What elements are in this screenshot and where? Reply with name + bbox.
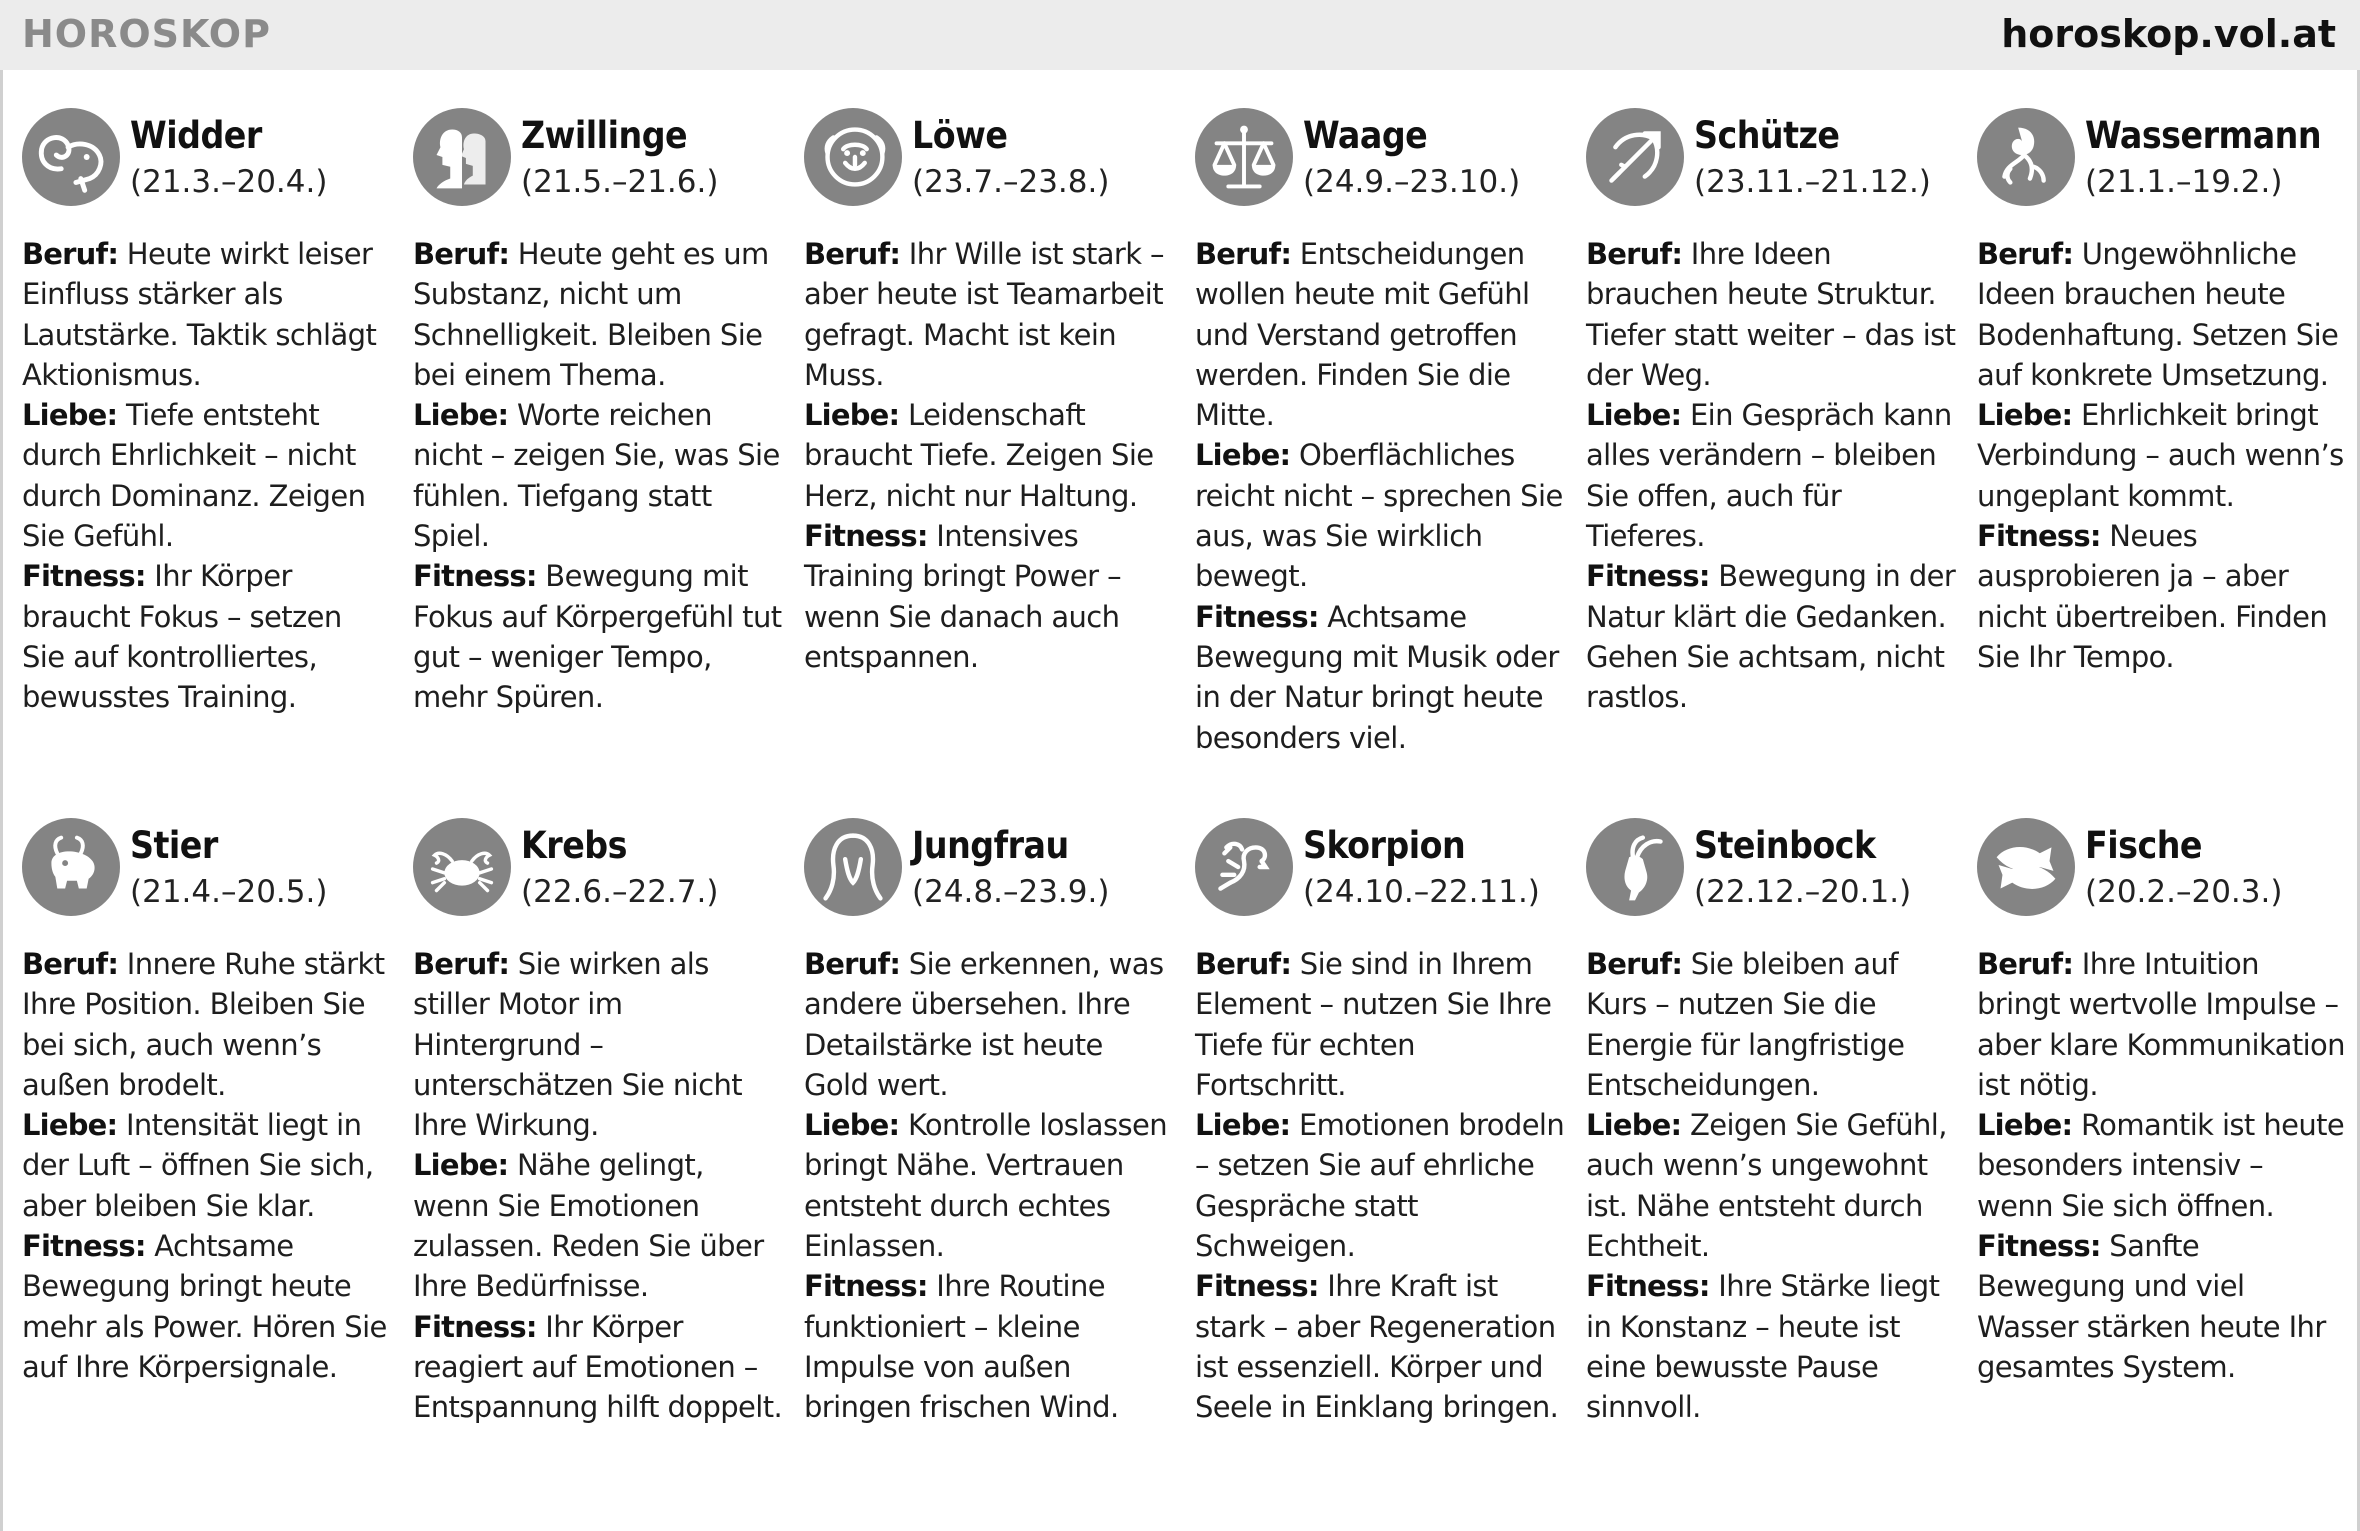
liebe-paragraph — [22, 395, 392, 556]
fitness-text: Achtsame Bewegung mit Musik oder in der Natur bringt heute besonders viel. — [1195, 599, 1559, 755]
sign-dates: (24.9.–23.10.) — [1303, 164, 1521, 200]
sign-dates: (24.8.–23.9.) — [912, 874, 1110, 910]
fitness-label: Fitness: — [804, 1269, 928, 1304]
fitness-text: Sanfte Bewegung und viel Wasser stärken heute Ihr gesamtes System. — [1977, 1229, 2326, 1384]
fitness-text: Achtsame Bewegung bringt heute mehr als Power. Hören Sie auf Ihre Körpersignale. — [22, 1229, 387, 1384]
sign-text — [22, 944, 392, 1387]
beruf-label: Beruf: — [22, 237, 119, 271]
sign-dates: (23.7.–23.8.) — [912, 164, 1110, 200]
section-title: HOROSKOP — [22, 12, 271, 56]
liebe-label: Liebe: — [413, 1148, 509, 1183]
sign-text — [22, 234, 392, 718]
fitness-paragraph — [1586, 1266, 1956, 1427]
liebe-paragraph — [804, 1105, 1174, 1266]
capricorn-goat-icon — [1586, 818, 1684, 916]
sign-krebs — [413, 818, 783, 1518]
liebe-paragraph — [804, 395, 1174, 516]
sign-dates: (21.4.–20.5.) — [130, 874, 328, 910]
sign-name: Fische — [2085, 824, 2202, 867]
sign-dates: (21.5.–21.6.) — [521, 164, 719, 200]
fitness-label: Fitness: — [1195, 1269, 1319, 1304]
beruf-label: Beruf: — [413, 237, 510, 271]
sign-name: Wassermann — [2085, 114, 2322, 157]
fitness-label: Fitness: — [413, 559, 537, 594]
fitness-text: Bewegung mit Fokus auf Körpergefühl tut gut – weniger Tempo, mehr Spüren. — [413, 559, 782, 715]
fitness-paragraph — [1977, 516, 2347, 677]
sign-name: Steinbock — [1694, 824, 1876, 867]
beruf-label: Beruf: — [804, 237, 901, 271]
liebe-paragraph — [1195, 1105, 1565, 1266]
sign-dates: (20.2.–20.3.) — [2085, 874, 2283, 910]
beruf-paragraph — [413, 234, 783, 395]
liebe-label: Liebe: — [804, 398, 900, 433]
beruf-text: Ihre Ideen brauchen heute Struktur. Tiefer statt weiter – das ist der Weg. — [1586, 237, 1956, 392]
sign-steinbock — [1586, 818, 1956, 1518]
taurus-bull-icon — [22, 818, 120, 916]
beruf-text: Sie wirken als stiller Motor im Hintergrund – unterschätzen Sie nicht Ihre Wirkung. — [413, 947, 742, 1143]
fitness-text: Bewegung in der Natur klärt die Gedanken. Gehen Sie achtsam, nicht rastlos. — [1586, 559, 1956, 715]
sign-name: Löwe — [912, 114, 1008, 157]
sagittarius-archer-icon — [1586, 108, 1684, 206]
liebe-label: Liebe: — [22, 1108, 118, 1143]
virgo-maiden-icon — [804, 818, 902, 916]
fitness-label: Fitness: — [804, 519, 928, 554]
liebe-paragraph — [1586, 1105, 1956, 1266]
fitness-label: Fitness: — [413, 1309, 537, 1344]
sign-name: Jungfrau — [912, 824, 1069, 867]
header-bar — [0, 0, 2360, 70]
fitness-paragraph — [22, 1226, 392, 1387]
sign-name: Zwillinge — [521, 114, 688, 157]
liebe-text: Ein Gespräch kann alles verändern – bleiben Sie offen, auch für Tieferes. — [1586, 398, 1952, 554]
fitness-paragraph — [1195, 1266, 1565, 1427]
beruf-label: Beruf: — [1195, 237, 1292, 271]
liebe-text: Ehrlichkeit bringt Verbindung – auch wenn’s ungeplant kommt. — [1977, 398, 2344, 513]
fitness-text: Intensives Training bringt Power – wenn Sie danach auch entspannen. — [804, 519, 1122, 674]
beruf-text: Sie erkennen, was andere übersehen. Ihre Detailstärke ist heute Gold wert. — [804, 947, 1164, 1102]
sign-text — [1586, 944, 1956, 1428]
beruf-text: Heute wirkt leiser Einfluss stärker als Lautstärke. Taktik schlägt Aktionismus. — [22, 237, 377, 392]
liebe-text: Oberflächliches reicht nicht – sprechen Sie aus, was Sie wirklich bewegt. — [1195, 438, 1563, 594]
beruf-text: Innere Ruhe stärkt Ihre Position. Bleiben Sie bei sich, auch wenn’s außen brodelt. — [22, 947, 385, 1102]
liebe-paragraph — [1586, 395, 1956, 556]
fitness-paragraph — [1195, 597, 1565, 758]
fitness-text: Neues ausprobieren ja – aber nicht übertreiben. Finden Sie Ihr Tempo. — [1977, 519, 2328, 674]
site-url: horoskop.vol.at — [2001, 12, 2336, 56]
beruf-paragraph — [1586, 234, 1956, 395]
sign-text — [804, 944, 1174, 1428]
beruf-text: Ungewöhnliche Ideen brauchen heute Bodenhaftung. Setzen Sie auf konkrete Umsetzung. — [1977, 237, 2339, 392]
liebe-paragraph — [22, 1105, 392, 1226]
liebe-paragraph — [1977, 395, 2347, 516]
beruf-paragraph — [804, 944, 1174, 1105]
fitness-label: Fitness: — [1977, 519, 2101, 554]
fitness-text: Ihre Stärke liegt in Konstanz – heute ist eine bewusste Pause sinnvoll. — [1586, 1269, 1940, 1425]
sign-name: Schütze — [1694, 114, 1840, 157]
liebe-text: Nähe gelingt, wenn Sie Emotionen zulassen. Reden Sie über Ihre Bedürfnisse. — [413, 1148, 764, 1304]
liebe-text: Worte reichen nicht – zeigen Sie, was Sie fühlen. Tiefgang statt Spiel. — [413, 398, 780, 554]
fitness-label: Fitness: — [1977, 1229, 2101, 1264]
horoscope-grid — [22, 108, 2345, 1518]
liebe-text: Emotionen brodeln – setzen Sie auf ehrliche Gespräche statt Schweigen. — [1195, 1108, 1565, 1264]
beruf-label: Beruf: — [1195, 947, 1292, 981]
sign-text — [1977, 234, 2347, 677]
pisces-fish-icon — [1977, 818, 2075, 916]
fitness-paragraph — [1586, 556, 1956, 717]
aries-ram-icon — [22, 108, 120, 206]
sign-text — [1977, 944, 2347, 1387]
liebe-paragraph — [1977, 1105, 2347, 1226]
beruf-label: Beruf: — [1586, 947, 1683, 981]
sign-dates: (23.11.–21.12.) — [1694, 164, 1931, 200]
beruf-paragraph — [1195, 944, 1565, 1105]
sign-name: Krebs — [521, 824, 627, 867]
fitness-text: Ihr Körper reagiert auf Emotionen – Entspannung hilft doppelt. — [413, 1309, 783, 1425]
liebe-label: Liebe: — [1195, 1108, 1291, 1143]
sign-dates: (22.12.–20.1.) — [1694, 874, 1912, 910]
sign-jungfrau — [804, 818, 1174, 1518]
beruf-label: Beruf: — [1977, 947, 2074, 981]
fitness-paragraph — [413, 556, 783, 717]
liebe-paragraph — [413, 1145, 783, 1306]
fitness-paragraph — [804, 516, 1174, 677]
beruf-label: Beruf: — [804, 947, 901, 981]
beruf-paragraph — [22, 234, 392, 395]
beruf-paragraph — [1977, 234, 2347, 395]
fitness-label: Fitness: — [22, 1229, 146, 1264]
liebe-label: Liebe: — [22, 398, 118, 433]
beruf-text: Heute geht es um Substanz, nicht um Schnelligkeit. Bleiben Sie bei einem Thema. — [413, 237, 769, 392]
sign-dates: (22.6.–22.7.) — [521, 874, 719, 910]
sign-text — [1586, 234, 1956, 718]
sign-name: Skorpion — [1303, 824, 1466, 867]
sign-text — [1195, 944, 1565, 1428]
fitness-paragraph — [1977, 1226, 2347, 1387]
libra-scales-icon — [1195, 108, 1293, 206]
beruf-text: Sie sind in Ihrem Element – nutzen Sie Ihre Tiefe für echten Fortschritt. — [1195, 947, 1552, 1102]
cancer-crab-icon — [413, 818, 511, 916]
beruf-paragraph — [1195, 234, 1565, 435]
sign-text — [413, 234, 783, 718]
sign-text — [1195, 234, 1565, 758]
liebe-label: Liebe: — [1195, 438, 1291, 473]
aquarius-water-bearer-icon — [1977, 108, 2075, 206]
beruf-text: Entscheidungen wollen heute mit Gefühl und Verstand getroffen werden. Finden Sie die Mitte. — [1195, 237, 1530, 433]
beruf-paragraph — [1586, 944, 1956, 1105]
sign-stier — [22, 818, 392, 1518]
sign-skorpion — [1195, 818, 1565, 1518]
fitness-text: Ihre Kraft ist stark – aber Regeneration ist essenziell. Körper und Seele in Einklang bringen. — [1195, 1269, 1559, 1425]
fitness-label: Fitness: — [1586, 559, 1710, 594]
sign-waage — [1195, 108, 1565, 818]
liebe-text: Zeigen Sie Gefühl, auch wenn’s ungewohnt ist. Nähe entsteht durch Echtheit. — [1586, 1108, 1947, 1264]
liebe-text: Kontrolle loslassen bringt Nähe. Vertrauen entsteht durch echtes Einlassen. — [804, 1108, 1167, 1264]
beruf-label: Beruf: — [1977, 237, 2074, 271]
sign-name: Waage — [1303, 114, 1428, 157]
liebe-label: Liebe: — [413, 398, 509, 433]
sign-fische — [1977, 818, 2347, 1518]
liebe-paragraph — [1195, 435, 1565, 596]
liebe-label: Liebe: — [1586, 398, 1682, 433]
liebe-label: Liebe: — [1586, 1108, 1682, 1143]
sign-loewe — [804, 108, 1174, 818]
liebe-text: Romantik ist heute besonders intensiv – wenn Sie sich öffnen. — [1977, 1108, 2345, 1223]
leo-lion-icon — [804, 108, 902, 206]
fitness-paragraph — [804, 1266, 1174, 1427]
liebe-text: Intensität liegt in der Luft – öffnen Sie sich, aber bleiben Sie klar. — [22, 1108, 374, 1223]
beruf-paragraph — [22, 944, 392, 1105]
sign-name: Widder — [130, 114, 262, 157]
beruf-label: Beruf: — [22, 947, 119, 981]
beruf-label: Beruf: — [413, 947, 510, 981]
sign-dates: (21.3.–20.4.) — [130, 164, 328, 200]
liebe-text: Tiefe entsteht durch Ehrlichkeit – nicht durch Dominanz. Zeigen Sie Gefühl. — [22, 398, 366, 554]
sign-wassermann — [1977, 108, 2347, 818]
beruf-paragraph — [1977, 944, 2347, 1105]
liebe-label: Liebe: — [1977, 398, 2073, 433]
beruf-text: Ihr Wille ist stark – aber heute ist Teamarbeit gefragt. Macht ist kein Muss. — [804, 237, 1164, 392]
liebe-text: Leidenschaft braucht Tiefe. Zeigen Sie Herz, nicht nur Haltung. — [804, 398, 1154, 513]
beruf-text: Ihre Intuition bringt wertvolle Impulse – aber klare Kommunikation ist nötig. — [1977, 947, 2345, 1102]
scorpio-scorpion-icon — [1195, 818, 1293, 916]
sign-name: Stier — [130, 824, 218, 867]
beruf-paragraph — [804, 234, 1174, 395]
sign-text — [804, 234, 1174, 677]
liebe-label: Liebe: — [804, 1108, 900, 1143]
fitness-paragraph — [22, 556, 392, 717]
sign-text — [413, 944, 783, 1428]
beruf-label: Beruf: — [1586, 237, 1683, 271]
liebe-label: Liebe: — [1977, 1108, 2073, 1143]
fitness-text: Ihre Routine funktioniert – kleine Impulse von außen bringen frischen Wind. — [804, 1269, 1119, 1425]
fitness-text: Ihr Körper braucht Fokus – setzen Sie auf kontrolliertes, bewusstes Training. — [22, 559, 342, 715]
beruf-text: Sie bleiben auf Kurs – nutzen Sie die Energie für langfristige Entscheidungen. — [1586, 947, 1905, 1102]
fitness-label: Fitness: — [22, 559, 146, 594]
sign-zwillinge — [413, 108, 783, 818]
fitness-label: Fitness: — [1586, 1269, 1710, 1304]
sign-widder — [22, 108, 392, 818]
fitness-paragraph — [413, 1307, 783, 1428]
liebe-paragraph — [413, 395, 783, 556]
sign-schuetze — [1586, 108, 1956, 818]
beruf-paragraph — [413, 944, 783, 1145]
gemini-twins-icon — [413, 108, 511, 206]
sign-dates: (21.1.–19.2.) — [2085, 164, 2283, 200]
sign-dates: (24.10.–22.11.) — [1303, 874, 1540, 910]
left-border — [0, 70, 3, 1531]
fitness-label: Fitness: — [1195, 599, 1319, 634]
